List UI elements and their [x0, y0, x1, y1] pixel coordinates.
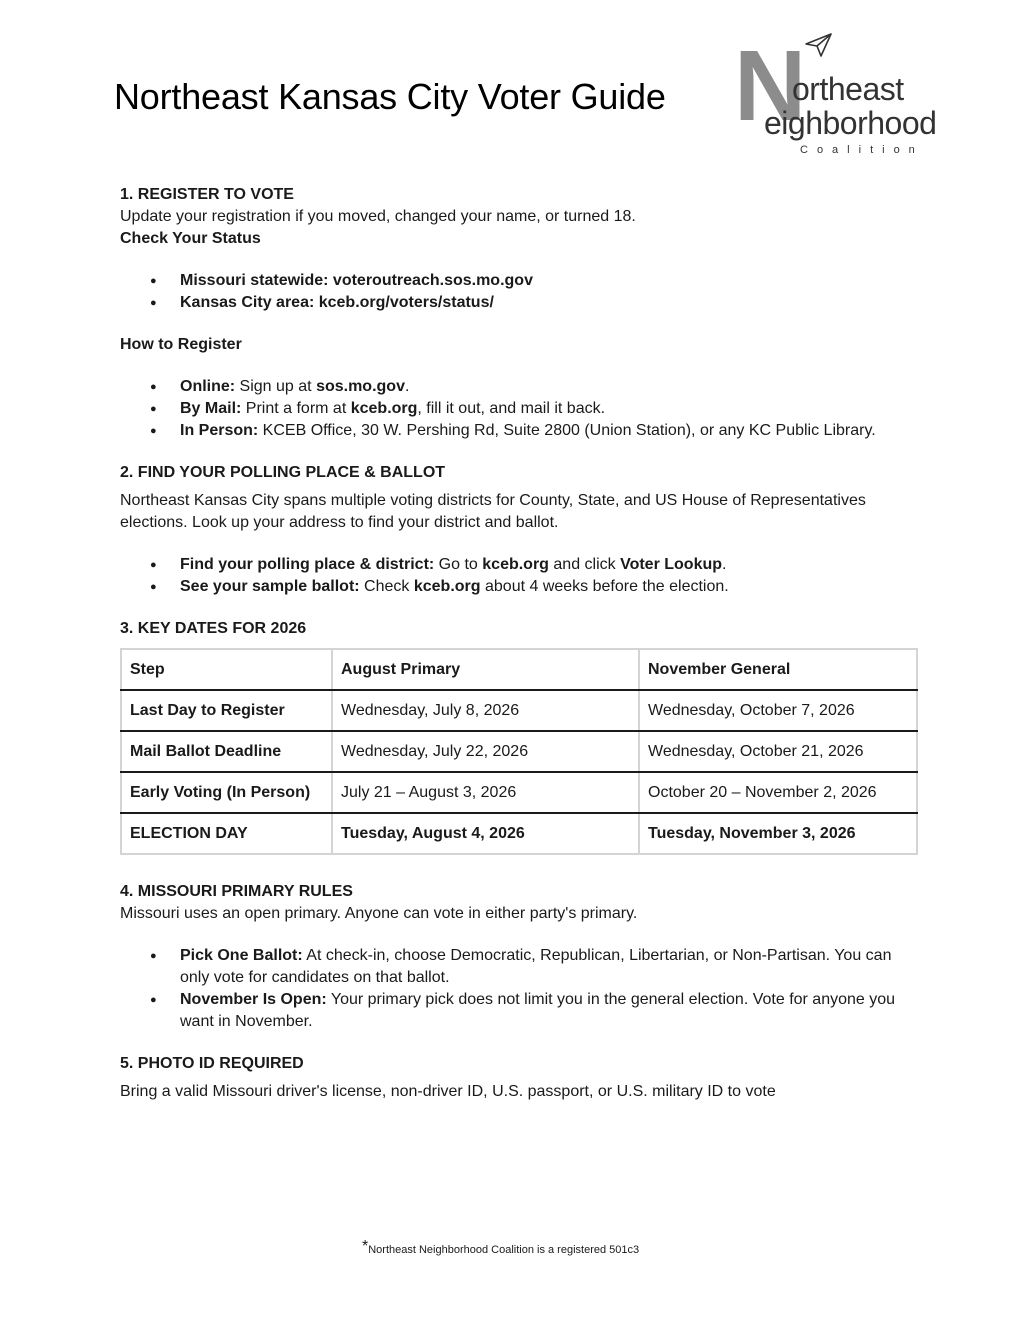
item-text: about 4 weeks before the election.: [480, 578, 729, 595]
item-label: Online:: [180, 378, 236, 395]
paper-plane-icon: [804, 32, 834, 58]
table-cell: Mail Ballot Deadline: [121, 731, 332, 772]
item-text: Check: [359, 578, 414, 595]
section-1-heading: 1. REGISTER TO VOTE: [120, 186, 294, 203]
section-4-intro: Missouri uses an open primary. Anyone can vote in either party's primary.: [120, 905, 638, 922]
item-label: See your sample ballot:: [180, 578, 360, 595]
item-text: At check-in, choose Democratic, Republican, Libertarian, or Non-Partisan. You can only vote for candidates on that ballot.: [180, 947, 892, 986]
table-cell: Wednesday, July 8, 2026: [332, 690, 639, 731]
item-text: Sign up at: [235, 378, 317, 395]
table-row: [121, 731, 917, 772]
logo-line-1: ortheast: [792, 71, 904, 107]
table-cell: Last Day to Register: [121, 690, 332, 731]
item-label: In Person:: [180, 422, 259, 439]
table-cell: July 21 – August 3, 2026: [332, 772, 639, 813]
footer-note: [362, 1238, 639, 1256]
key-dates-table: [120, 648, 918, 855]
section-4-heading: 4. MISSOURI PRIMARY RULES: [120, 883, 353, 900]
list-item: [120, 398, 920, 420]
link-text: kceb.org: [413, 578, 481, 595]
footer-asterisk: *: [362, 1238, 369, 1255]
list-item: [120, 554, 920, 576]
section-5-text: Bring a valid Missouri driver's license, non-driver ID, U.S. passport, or U.S. military ID to vote: [120, 1083, 776, 1100]
table-row: [121, 772, 917, 813]
table-cell: October 20 – November 2, 2026: [639, 772, 917, 813]
list-item: [120, 576, 920, 598]
item-text: Go to: [434, 556, 483, 573]
how-to-register-heading: How to Register: [120, 336, 242, 353]
link-text: Voter Lookup: [620, 556, 723, 573]
table-cell: Early Voting (In Person): [121, 772, 332, 813]
table-header-cell: Step: [121, 649, 332, 690]
check-status-list: [120, 270, 920, 314]
check-status-heading: Check Your Status: [120, 230, 261, 247]
list-item: [120, 420, 920, 442]
section-5-heading: 5. PHOTO ID REQUIRED: [120, 1055, 304, 1072]
logo-line-3: Coalition: [800, 144, 924, 156]
item-text: .: [404, 378, 410, 395]
link-text: kceb.org: [350, 400, 418, 417]
primary-rules-list: [120, 945, 920, 1033]
how-to-register-list: [120, 376, 920, 442]
guide-content: [120, 184, 920, 1103]
item-label: By Mail:: [180, 400, 242, 417]
table-cell: Wednesday, October 21, 2026: [639, 731, 917, 772]
polling-list: [120, 554, 920, 598]
table-header-row: [121, 649, 917, 690]
section-2-heading: 2. FIND YOUR POLLING PLACE & BALLOT: [120, 464, 446, 481]
item-text: Print a form at: [241, 400, 351, 417]
logo-big-letter: N: [734, 30, 807, 142]
table-row: [121, 813, 917, 854]
table-cell: ELECTION DAY: [121, 813, 332, 854]
link-text: kceb.org: [482, 556, 549, 573]
item-text: , fill it out, and mail it back.: [417, 400, 606, 417]
list-item: [120, 989, 920, 1033]
item-label: Pick One Ballot:: [180, 947, 303, 964]
list-item: [120, 945, 920, 989]
section-1-intro: Update your registration if you moved, changed your name, or turned 18.: [120, 208, 636, 225]
table-cell: Tuesday, August 4, 2026: [332, 813, 639, 854]
table-row: [121, 690, 917, 731]
section-2-intro: Northeast Kansas City spans multiple voting districts for County, State, and US House of Representatives elections. Look up your address to find your district and ballot.: [120, 492, 866, 531]
item-text: .: [722, 556, 727, 573]
table-header-cell: August Primary: [332, 649, 639, 690]
list-item: ● Kansas City area: kceb.org/voters/status/: [120, 292, 920, 314]
logo-line-2: eighborhood: [764, 105, 937, 141]
list-item: [120, 376, 920, 398]
table-cell: Wednesday, October 7, 2026: [639, 690, 917, 731]
item-label: November Is Open:: [180, 991, 327, 1008]
link-text: sos.mo.gov: [316, 378, 405, 395]
item-text: Your primary pick does not limit you in the general election. Vote for anyone you want in November.: [180, 991, 896, 1030]
item-text: and click: [548, 556, 621, 573]
footer-text: Northeast Neighborhood Coalition is a registered 501c3: [368, 1244, 640, 1256]
table-cell: Wednesday, July 22, 2026: [332, 731, 639, 772]
section-3-heading: 3. KEY DATES FOR 2026: [120, 620, 307, 637]
item-text: KCEB Office, 30 W. Pershing Rd, Suite 2800 (Union Station), or any KC Public Library.: [258, 422, 876, 439]
table-cell: Tuesday, November 3, 2026: [639, 813, 917, 854]
page-title: Northeast Kansas City Voter Guide: [114, 76, 666, 117]
item-label: Find your polling place & district:: [180, 556, 435, 573]
list-item: ● Missouri statewide: voteroutreach.sos.mo.gov: [120, 270, 920, 292]
coalition-logo: [734, 32, 954, 162]
table-header-cell: November General: [639, 649, 917, 690]
